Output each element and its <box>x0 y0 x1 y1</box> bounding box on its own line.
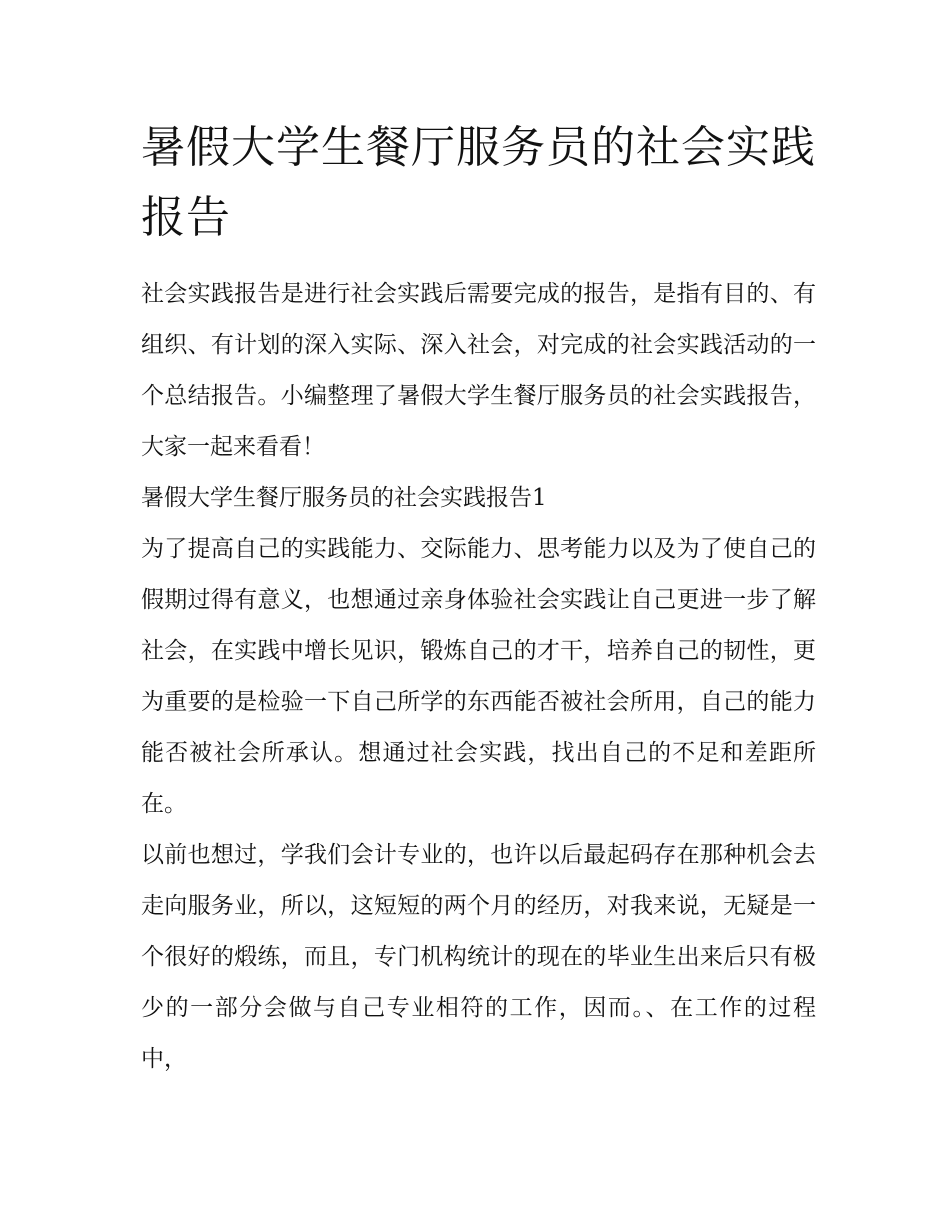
body-paragraph-1: 为了提高自己的实践能力、交际能力、思考能力以及为了使自己的假期过得有意义，也想通过亲身体验社会实践让自己更进一步了解社会，在实践中增长见识，锻炼自己的才干，培养自己的韧性，更为重要的是检验一下自己所学的东西能否被社会所用，自己的能力能否被社会所承认。想通过社会实践，找出自己的不足和差距所在。 <box>141 536 816 817</box>
title-spacer <box>141 253 816 269</box>
document-title: 暑假大学生餐厅服务员的社会实践报告 <box>141 122 816 243</box>
body-paragraph-2: 以前也想过，学我们会计专业的，也许以后最起码存在那种机会去走向服务业，所以，这短短的两个月的经历，对我来说，无疑是一个很好的煅练，而且，专门机构统计的现在的毕业生出来后只有极少的一部分会做与自己专业相符的工作，因而。、在工作的过程中， <box>141 842 816 1072</box>
document-content <box>141 113 816 1085</box>
intro-paragraph: 社会实践报告是进行社会实践后需要完成的报告，是指有目的、有组织、有计划的深入实际、深入社会，对完成的社会实践活动的一个总结报告。小编整理了暑假大学生餐厅服务员的社会实践报告，大家一起来看看！ <box>141 281 816 460</box>
section-heading: 暑假大学生餐厅服务员的社会实践报告1 <box>141 485 547 511</box>
